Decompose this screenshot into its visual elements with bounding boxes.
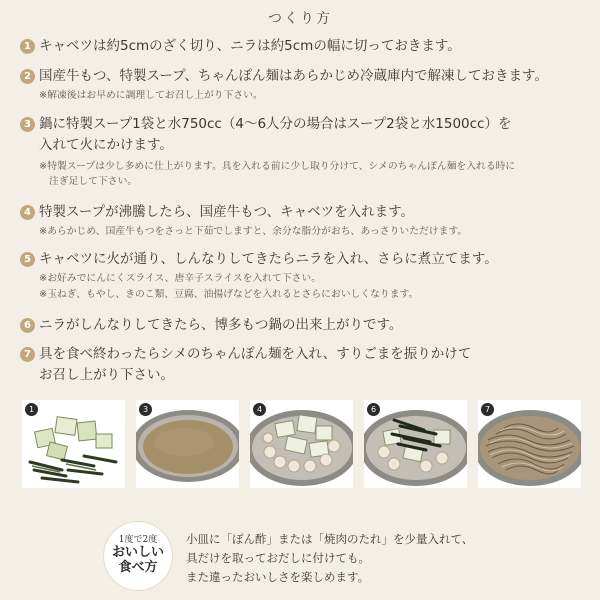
step-1 [20,36,585,57]
photo-number-badge: 3 [139,403,152,416]
step-photo-1 [22,400,125,488]
step-number-badge: 3 [20,117,35,132]
step-4 [20,202,585,239]
tip-badge-small-text: 1度で2度 [118,535,158,545]
step-text: 具を食べ終わったらシメのちゃんぽん麺を入れ、すりごまを振りかけて [39,346,472,362]
step-text: ニラがしんなりしてきたら、博多もつ鍋の出来上がりです。 [39,317,403,333]
step-text: 特製スープが沸騰したら、国産牛もつ、キャベツを入れます。 [39,204,415,220]
tip-line-1: 小皿に「ぽん酢」または「焼肉のたれ」を少量入れて、 [186,532,474,546]
step-note: ※特製スープは少し多めに仕上がります。具を入れる前に少し取り分けて、シメのちゃんぽん麺を入れる時に [39,161,516,172]
page-title: つくり方 [268,11,332,27]
step-photo-7 [478,400,581,488]
step-photos [22,400,582,488]
step-note: ※お好みでにんにくスライス、唐辛子スライスを入れて下さい。 [39,273,322,284]
photo-number-badge: 6 [367,403,380,416]
step-number-badge: 6 [20,318,35,333]
step-text: 鍋に特製スープ1袋と水750cc（4～6人分の場合はスープ2袋と水1500cc）を [39,116,512,132]
step-text: キャベツに火が通り、しんなりしてきたらニラを入れ、さらに煮立てます。 [39,251,498,267]
tip-badge-line1: おいしい [111,545,164,560]
step-note: ※解凍後はお早めに調理してお召し上がり下さい。 [39,90,263,101]
step-6 [20,315,585,336]
photo-number-badge: 1 [25,403,38,416]
step-number-badge: 2 [20,69,35,84]
cabbage-nira-image [22,400,125,488]
tip-badge-line2: 食べ方 [118,560,158,575]
step-number-badge: 5 [20,252,35,267]
step-2 [20,66,585,103]
step-photo-4 [250,400,353,488]
step-text-continued: お召し上がり下さい。 [39,367,174,383]
champon-noodles-pot-image [478,400,581,488]
step-text: 国産牛もつ、特製スープ、ちゃんぽん麺はあらかじめ冷蔵庫内で解凍しておきます。 [39,68,548,84]
step-photo-6 [364,400,467,488]
step-photo-3 [136,400,239,488]
tip-text [186,530,486,587]
photo-number-badge: 7 [481,403,494,416]
step-5 [20,249,585,302]
step-number-badge: 1 [20,39,35,54]
step-note: ※あらかじめ、国産牛もつをさっと下茹でしますと、余分な脂分がおち、あっさりいただけます。 [39,226,468,237]
soup-pot-image [136,400,239,488]
step-number-badge: 7 [20,347,35,362]
step-text: キャベツは約5cmのざく切り、ニラは約5cmの幅に切っておきます。 [39,38,461,54]
step-text-continued: 入れて火にかけます。 [39,137,173,153]
step-number-badge: 4 [20,205,35,220]
step-note: ※玉ねぎ、もやし、きのこ類、豆腐、油揚げなどを入れるとさらにおいしくなります。 [39,289,419,300]
step-note-continued: 注ぎ足して下さい。 [49,176,138,187]
tip-line-2: 具だけを取っておだしに付けても。 [186,551,370,565]
motsu-cabbage-pot-image [250,400,353,488]
step-3 [20,114,585,189]
tip-line-3: また違ったおいしさを楽しめます。 [186,570,370,584]
photo-number-badge: 4 [253,403,266,416]
step-7 [20,344,585,386]
nira-pot-image [364,400,467,488]
tip-badge [104,522,172,590]
